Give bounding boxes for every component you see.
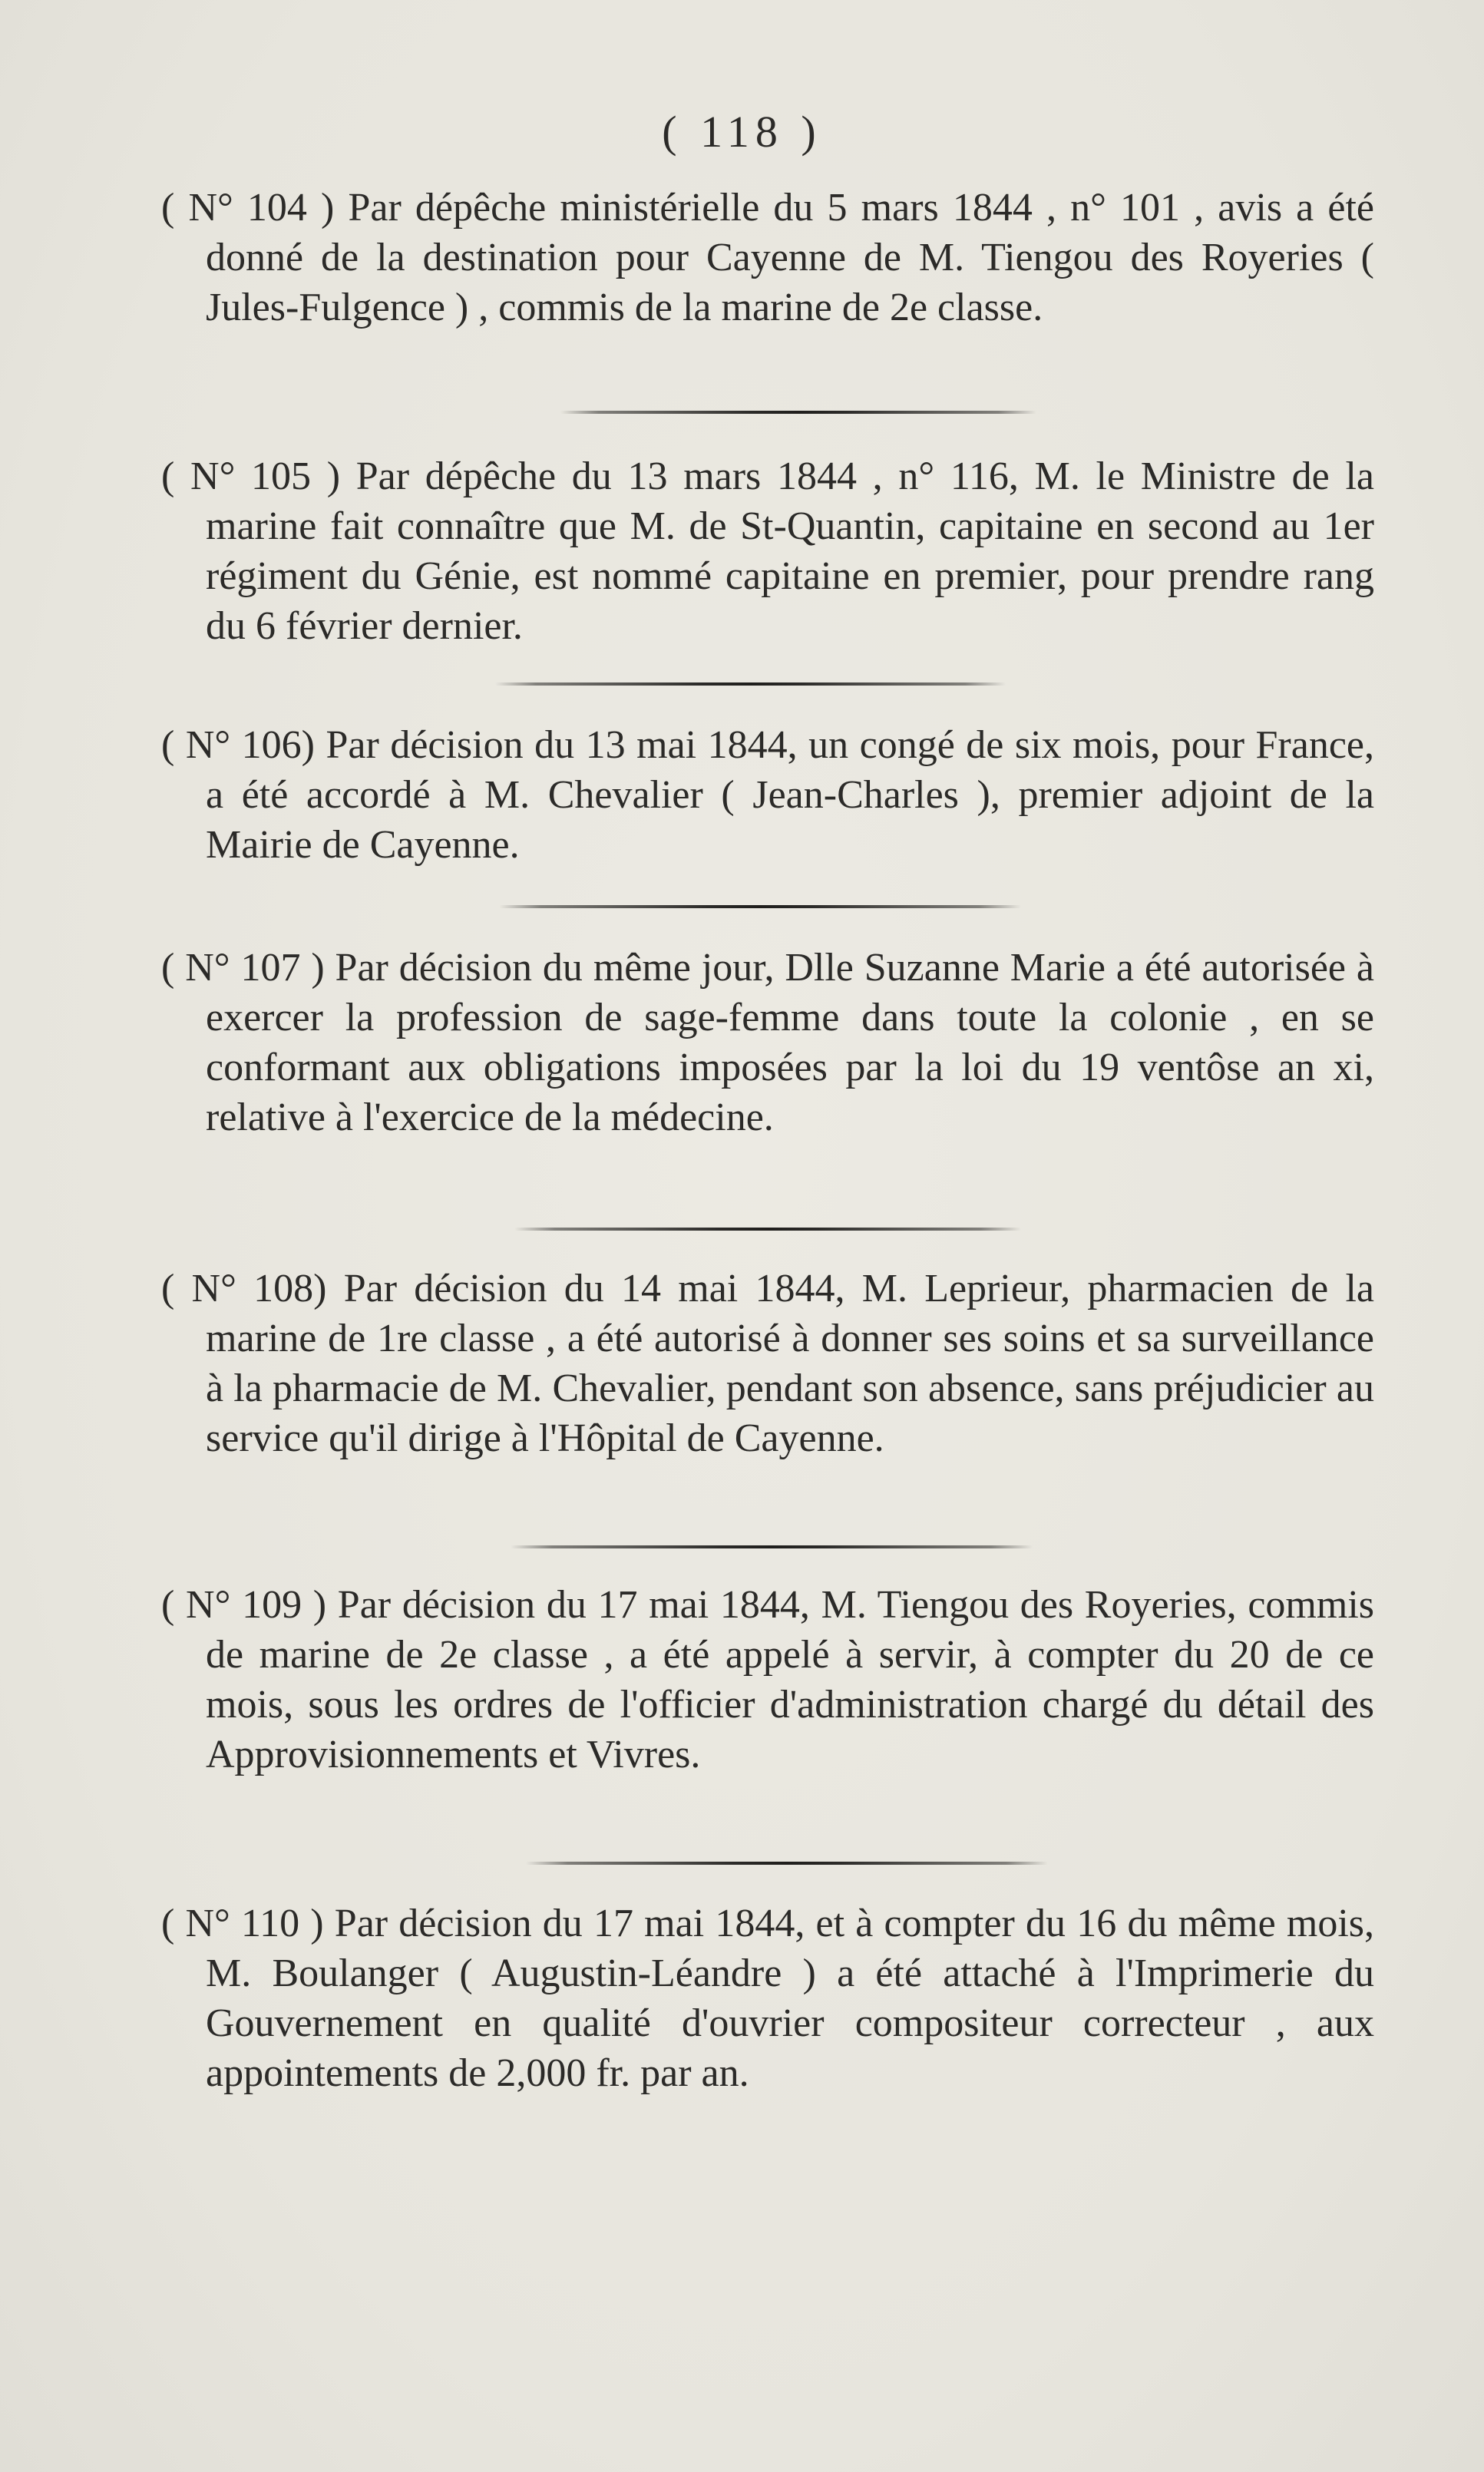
section-divider: [560, 411, 1036, 414]
section-divider: [511, 1545, 1033, 1548]
entry-text: ( N° 106) Par décision du 13 mai 1844, un congé de six mois, pour France, a été accordé à M. Chevalier ( Jean-Charles ), premier adjoint de la Mairie de Cayenne.: [161, 723, 1374, 867]
entry-109: [161, 1580, 1374, 1780]
section-divider: [526, 1862, 1048, 1865]
section-divider: [499, 905, 1021, 908]
entry-107: [161, 943, 1374, 1142]
entry-text: ( N° 105 ) Par dépêche du 13 mars 1844 , n° 116, M. le Ministre de la marine fait connaître que M. de St-Quantin, capitaine en second au 1er régiment du Génie, est nommé capitaine en premier, pour prendre rang du 6 février dernier.: [161, 454, 1374, 648]
section-divider: [495, 682, 1006, 686]
section-divider: [514, 1228, 1021, 1231]
entry-text: ( N° 110 ) Par décision du 17 mai 1844, et à compter du 16 du même mois, M. Boulanger ( Augustin-Léandre ) a été attaché à l'Imprimerie du Gouvernement en qualité d'ouvrier compositeur correcteur , aux appointements de 2,000 fr. par an.: [161, 1902, 1374, 2095]
entry-105: [161, 451, 1374, 651]
page-number: ( 118 ): [662, 107, 822, 157]
entry-108: [161, 1264, 1374, 1463]
entry-text: ( N° 107 ) Par décision du même jour, Dlle Suzanne Marie a été autorisée à exercer la profession de sage-femme dans toute la colonie , en se conformant aux obligations imposées par la loi du 19 ventôse an xi, relative à l'exercice de la médecine.: [161, 946, 1374, 1139]
entry-110: [161, 1899, 1374, 2098]
entry-text: ( N° 108) Par décision du 14 mai 1844, M. Leprieur, pharmacien de la marine de 1re classe , a été autorisé à donner ses soins et sa surveillance à la pharmacie de M. Chevalier, pendant son absence, sans préjudicier au service qu'il dirige à l'Hôpital de Cayenne.: [161, 1267, 1374, 1460]
entry-text: ( N° 109 ) Par décision du 17 mai 1844, M. Tiengou des Royeries, commis de marine de 2e classe , a été appelé à servir, à compter du 20 de ce mois, sous les ordres de l'officier d'administration chargé du détail des Approvisionnements et Vivres.: [161, 1583, 1374, 1776]
entry-104: [161, 183, 1374, 332]
entry-text: ( N° 104 ) Par dépêche ministérielle du 5 mars 1844 , n° 101 , avis a été donné de la destination pour Cayenne de M. Tiengou des Royeries ( Jules-Fulgence ) , commis de la marine de 2e classe.: [161, 186, 1374, 329]
entry-106: [161, 720, 1374, 870]
